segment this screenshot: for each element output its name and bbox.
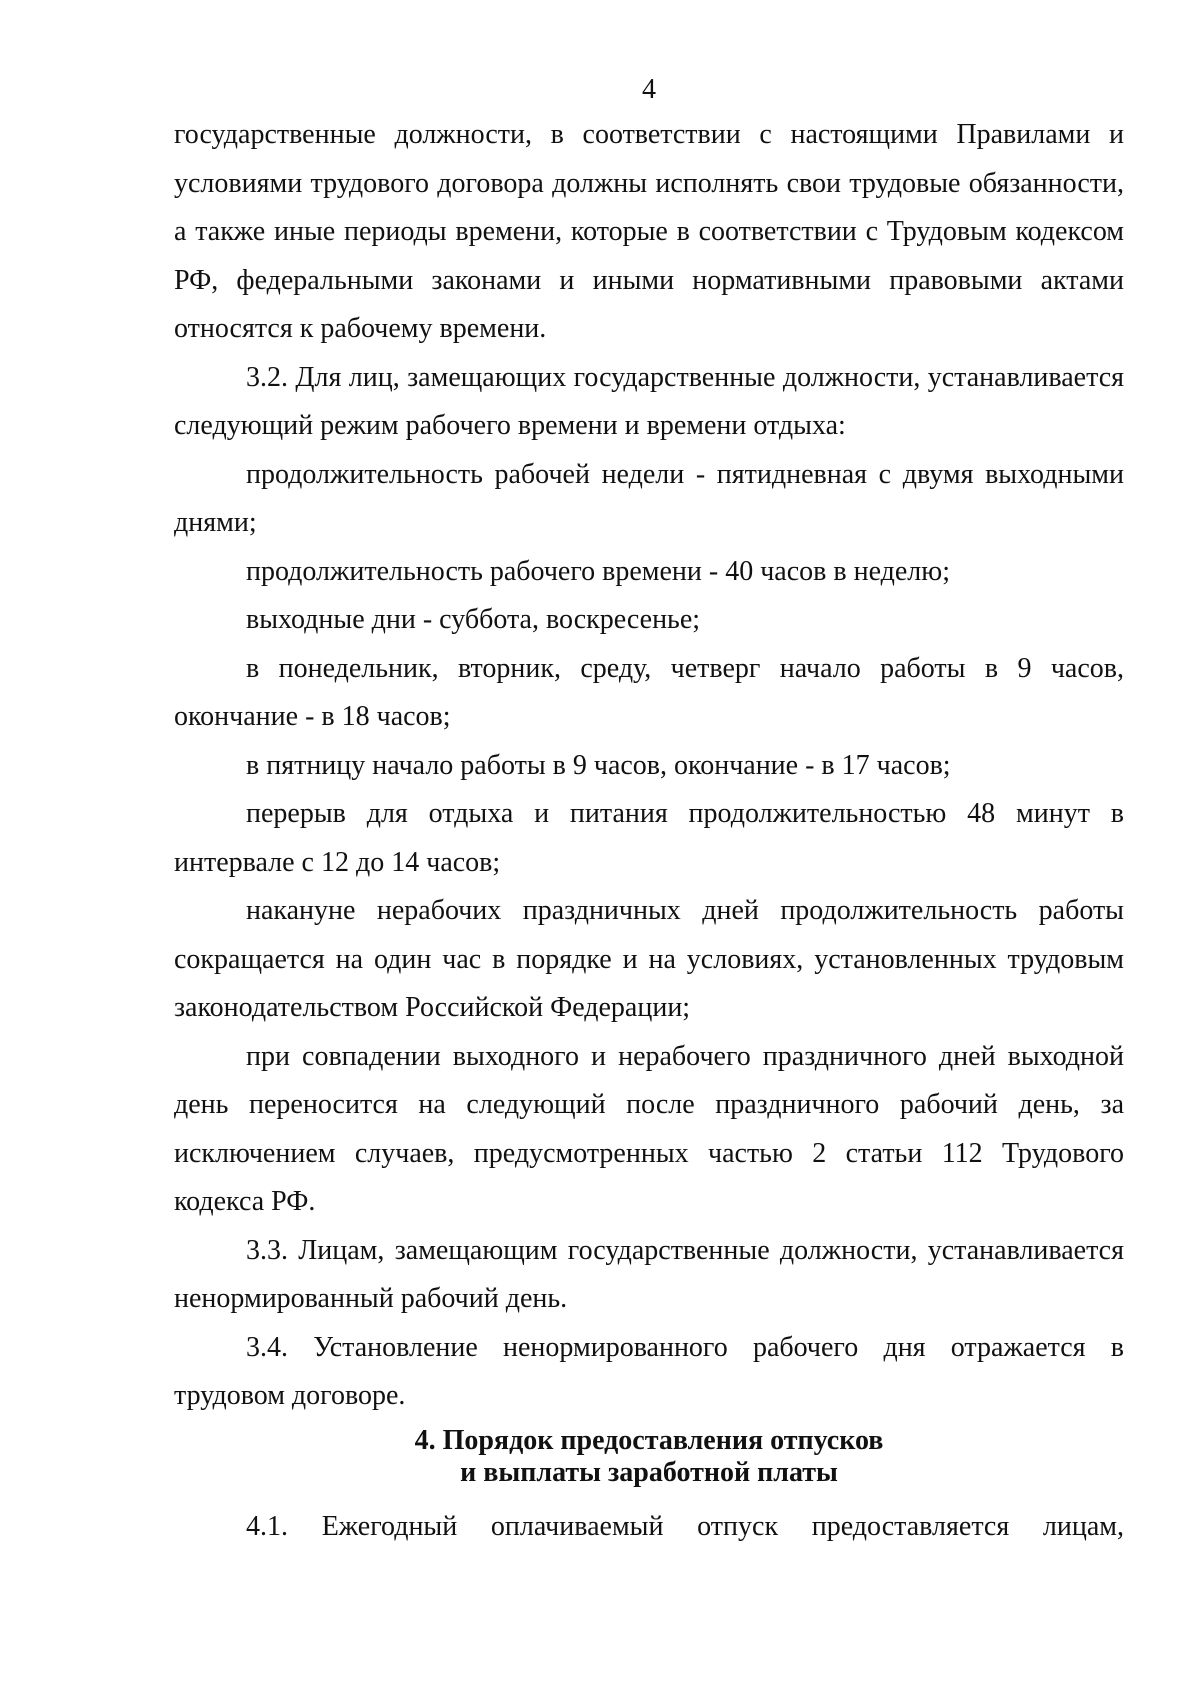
document-page	[174, 0, 1124, 1697]
section-heading-line-2: и выплаты заработной платы	[460, 1456, 838, 1488]
paragraph-lunch-break: перерыв для отдыха и питания продолжительностью 48 минут в интервале с 12 до 14 часов;	[174, 798, 1124, 878]
paragraph-holiday-transfer: при совпадении выходного и нерабочего праздничного дней выходной день переносится на следующий после праздничного рабочий день, за исключением случаев, предусмотренных частью 2 статьи 112 Трудового кодекса РФ.	[174, 1040, 1124, 1217]
paragraph-4-1: 4.1. Ежегодный оплачиваемый отпуск предоставляется лицам,	[246, 1510, 1124, 1542]
paragraph-friday-schedule: в пятницу начало работы в 9 часов, окончание - в 17 часов;	[246, 749, 951, 781]
paragraph-work-week: продолжительность рабочей недели - пятидневная с двумя выходными днями;	[174, 458, 1124, 538]
paragraph-days-off: выходные дни - суббота, воскресенье;	[246, 604, 701, 635]
paragraph-mon-thu-schedule: в понедельник, вторник, среду, четверг начало работы в 9 часов, окончание - в 18 часов;	[174, 652, 1124, 732]
paragraph-continuation: государственные должности, в соответствии с настоящими Правилами и условиями трудового договора должны исполнять свои трудовые обязанности, а также иные периоды времени, которые в соответствии с Трудовым кодексом РФ, федеральными законами и иными нормативными правовыми актами относятся к рабочему времени.	[174, 119, 1124, 344]
section-heading-line-1: 4. Порядок предоставления отпусков	[414, 1424, 884, 1456]
paragraph-3-4: 3.4. Установление ненормированного рабочего дня отражается в трудовом договоре.	[174, 1331, 1124, 1411]
paragraph-3-2: 3.2. Для лиц, замещающих государственные должности, устанавливается следующий режим рабочего времени и времени отдыха:	[174, 361, 1124, 441]
paragraph-work-hours: продолжительность рабочего времени - 40 часов в неделю;	[246, 555, 950, 587]
document-body	[174, 111, 1124, 1551]
page-number: 4	[642, 74, 656, 105]
paragraph-pre-holiday: накануне нерабочих праздничных дней продолжительность работы сокращается на один час в порядке и на условиях, установленных трудовым законодательством Российской Федерации;	[174, 895, 1124, 1023]
section-heading	[174, 1425, 1124, 1503]
paragraph-3-3: 3.3. Лицам, замещающим государственные должности, устанавливается ненормированный рабочий день.	[174, 1234, 1124, 1314]
